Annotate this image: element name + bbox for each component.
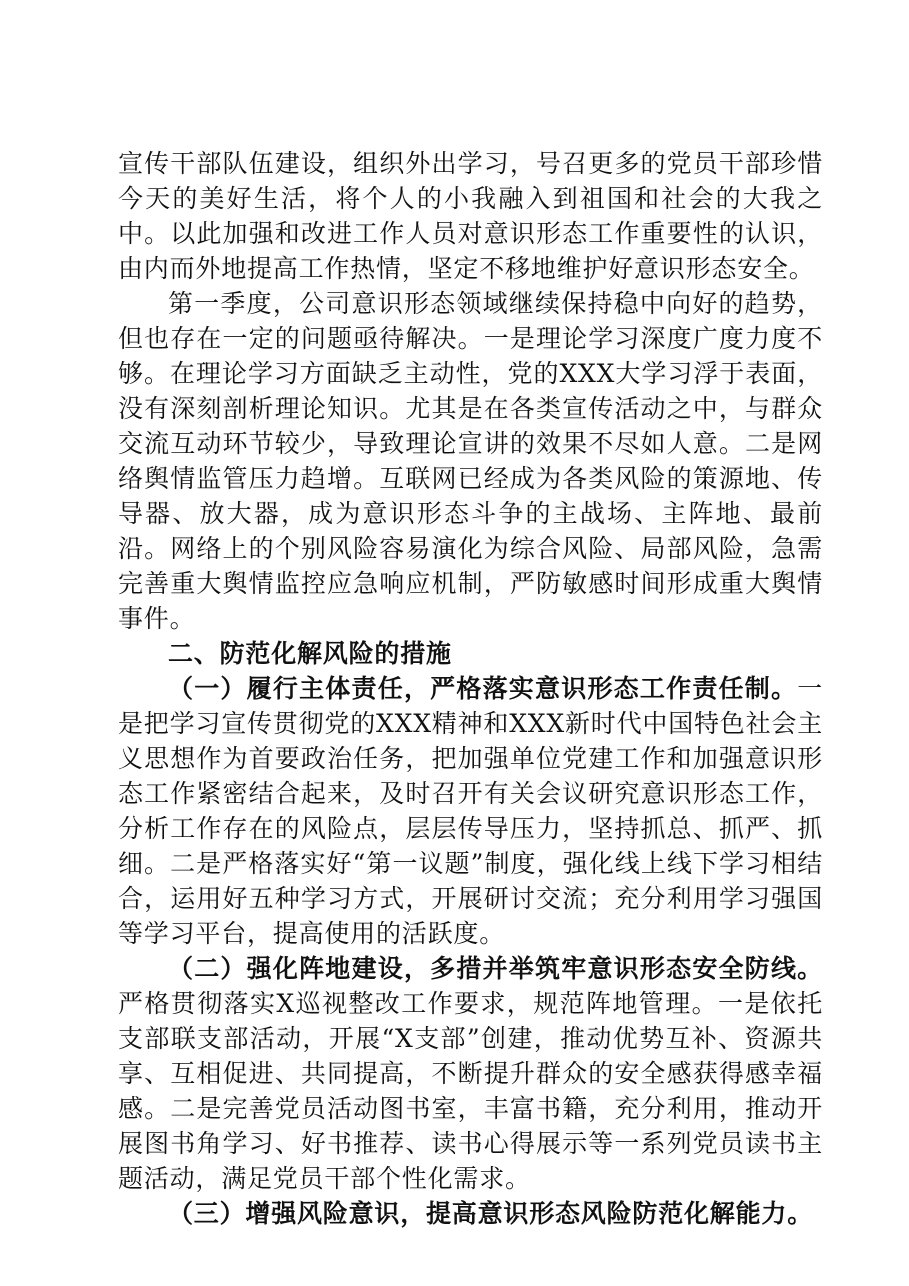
subsection-3-title: （三）增强风险意识，提高意识形态风险防范化解能力。 bbox=[168, 1199, 814, 1228]
section-heading: 二、防范化解风险的措施 bbox=[168, 639, 452, 668]
subsection-1-title: （一）履行主体责任，严格落实意识形态工作责任制。 bbox=[168, 674, 798, 703]
paragraph-1: 宣传干部队伍建设，组织外出学习，号召更多的党员干部珍惜今天的美好生活，将个人的小我融入到祖国和社会的大我之中。以此加强和改进工作人员对意识形态工作重要性的认识，由内而外地提高工作热情，坚定不移地维护好意识形态安全。 bbox=[118, 149, 823, 283]
subsection-2 bbox=[118, 951, 823, 1196]
subsection-2-title: （二）强化阵地建设，多措并举筑牢意识形态安全防线。 bbox=[168, 954, 823, 983]
document-body bbox=[118, 146, 823, 1231]
subsection-2-body: 严格贯彻落实X巡视整改工作要求，规范阵地管理。一是依托支部联支部活动，开展“X支部”创建，推动优势互补、资源共享、互相促进、共同提高，不断提升群众的安全感获得感幸福感。二是完善党员活动图书室，丰富书籍，充分利用，推动开展图书角学习、好书推荐、读书心得展示等一系列党员读书主题活动，满足党员干部个性化需求。 bbox=[118, 989, 823, 1193]
paragraph-2: 第一季度，公司意识形态领域继续保持稳中向好的趋势，但也存在一定的问题亟待解决。一是理论学习深度广度力度不够。在理论学习方面缺乏主动性，党的XXX大学习浮于表面，没有深刻剖析理论知识。尤其是在各类宣传活动之中，与群众交流互动环节较少，导致理论宣讲的效果不尽如人意。二是网络舆情监管压力趋增。互联网已经成为各类风险的策源地、传导器、放大器，成为意识形态斗争的主战场、主阵地、最前沿。网络上的个别风险容易演化为综合风险、局部风险，急需完善重大舆情监控应急响应机制，严防敏感时间形成重大舆情事件。 bbox=[118, 289, 823, 633]
subsection-1 bbox=[118, 671, 823, 951]
subsection-3 bbox=[118, 1196, 823, 1231]
subsection-1-body: 一是把学习宣传贯彻党的XXX精神和XXX新时代中国特色社会主义思想作为首要政治任务，把加强单位党建工作和加强意识形态工作紧密结合起来，及时召开有关会议研究意识形态工作，分析工作存在的风险点，层层传导压力，坚持抓总、抓严、抓细。二是严格落实好“第一议题”制度，强化线上线下学习相结合，运用好五种学习方式，开展研讨交流；充分利用学习强国等学习平台，提高使用的活跃度。 bbox=[118, 674, 823, 948]
